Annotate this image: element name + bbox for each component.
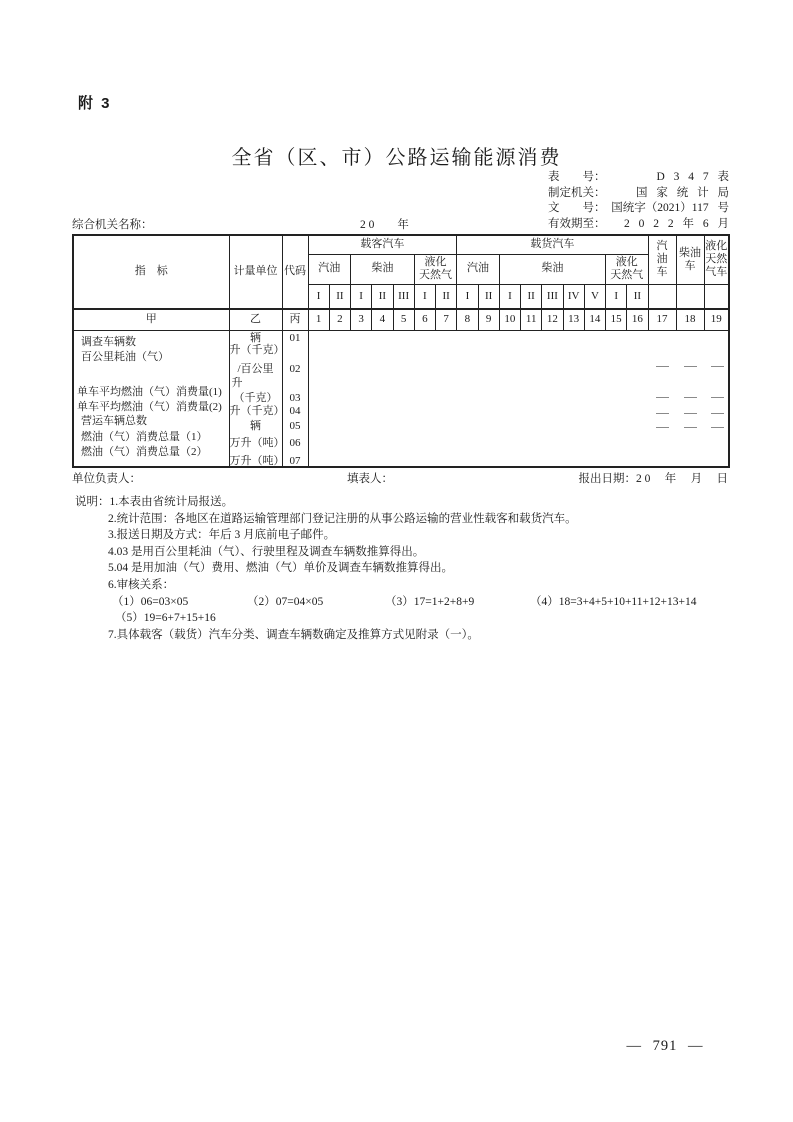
column-number: 9 bbox=[478, 309, 499, 330]
column-number: 18 bbox=[676, 309, 704, 330]
note-line-2: 2.统计范围：各地区在道路运输管理部门登记注册的从事公路运输的营业性载客和载货汽车。 bbox=[108, 512, 577, 525]
row-code: 05 bbox=[289, 419, 301, 432]
meta-line-valid-until bbox=[548, 217, 729, 233]
unit-label: 升（千克） bbox=[229, 343, 285, 356]
na-dash bbox=[656, 397, 669, 398]
meta-label: 有效期至： bbox=[548, 217, 606, 230]
indicator-label: 调查车辆数 bbox=[81, 335, 136, 348]
header-subtype-empty bbox=[676, 284, 704, 309]
report-date-label: 报出日期：2 0 年 月 日 bbox=[578, 473, 728, 485]
column-number: 6 bbox=[414, 309, 435, 330]
audit-item: （5）19=6+7+15+16 bbox=[115, 612, 216, 625]
header-subtype: II bbox=[478, 284, 499, 309]
column-number: 4 bbox=[372, 309, 393, 330]
unit-label: 辆 bbox=[250, 419, 261, 432]
note-line-7: 7.具体载客（载货）汽车分类、调查车辆数确定及推算方式见附录（一）。 bbox=[108, 628, 479, 641]
responsible-person-label: 单位负责人： bbox=[72, 473, 141, 485]
page-title: 全省（区、市）公路运输能源消费 bbox=[231, 147, 562, 169]
header-freight-diesel: 柴油 bbox=[499, 254, 605, 284]
row-code: 06 bbox=[289, 436, 301, 449]
column-number: 15 bbox=[606, 309, 627, 330]
na-dash bbox=[656, 427, 669, 428]
unit-label: 升 bbox=[231, 376, 243, 389]
audit-item: （3）17=1+2+8+9 bbox=[385, 595, 475, 608]
column-number: 1 bbox=[308, 309, 329, 330]
na-dash bbox=[684, 413, 697, 414]
header-gasoline-vehicle: 汽 油 车 bbox=[648, 235, 676, 284]
header-subtype-empty bbox=[704, 284, 729, 309]
audit-item: （1）06=03×05 bbox=[112, 595, 189, 608]
row-code: 01 bbox=[289, 331, 301, 344]
form-preparer-label: 填表人： bbox=[347, 473, 393, 485]
meta-value: 2 0 2 2 年 6 月 bbox=[624, 217, 729, 230]
header-subtype: I bbox=[308, 284, 329, 309]
unit-column bbox=[229, 330, 285, 467]
unit-label: 万升（吨） bbox=[229, 436, 285, 449]
report-year-label: 2 0 年 bbox=[360, 219, 409, 231]
header-subtype: II bbox=[521, 284, 542, 309]
meta-value: D 3 4 7 表 bbox=[656, 171, 729, 183]
audit-item: （4）18=3+4+5+10+11+12+13+14 bbox=[530, 595, 697, 608]
na-dash bbox=[711, 397, 724, 398]
row-code: 07 bbox=[289, 454, 301, 467]
na-dash bbox=[656, 366, 669, 367]
column-number: 8 bbox=[457, 309, 478, 330]
meta-label: 文 号： bbox=[548, 202, 606, 214]
row-code: 04 bbox=[289, 404, 301, 417]
header-freight-gasoline: 汽油 bbox=[457, 254, 500, 284]
header-subtype: I bbox=[457, 284, 478, 309]
header-subtype: I bbox=[351, 284, 372, 309]
column-number: 13 bbox=[563, 309, 584, 330]
header-freight-lng: 液化 天然气 bbox=[606, 254, 649, 284]
meta-value: 国统字（2021）117 号 bbox=[611, 202, 729, 214]
header-subtype: I bbox=[606, 284, 627, 309]
audit-relations-row bbox=[75, 594, 695, 611]
indicator-label: 百公里耗油（气） bbox=[81, 350, 169, 363]
note-item: 1.本表由省统计局报送。 bbox=[109, 496, 234, 508]
column-number: 16 bbox=[627, 309, 648, 330]
header-subtype: IV bbox=[563, 284, 584, 309]
notes-label: 说明： bbox=[75, 496, 110, 508]
row-code: 02 bbox=[289, 362, 301, 375]
meta-line-issuing-agency bbox=[548, 186, 729, 202]
header-subtype: III bbox=[542, 284, 563, 309]
header-diesel-vehicle: 柴油 车 bbox=[676, 235, 704, 284]
header-subtype: I bbox=[499, 284, 520, 309]
meta-value: 国 家 统 计 局 bbox=[636, 186, 729, 199]
meta-line-document-number bbox=[548, 201, 729, 217]
header-passenger-gasoline: 汽油 bbox=[308, 254, 351, 284]
na-dash bbox=[711, 427, 724, 428]
caption-bing: 丙 bbox=[282, 309, 308, 330]
header-unit: 计量单位 bbox=[229, 235, 282, 309]
header-passenger-diesel: 柴油 bbox=[351, 254, 415, 284]
column-number: 7 bbox=[436, 309, 457, 330]
na-dash bbox=[684, 397, 697, 398]
indicator-label: 单车平均燃油（气）消费量(2) bbox=[77, 400, 222, 413]
row-code: 03 bbox=[289, 391, 301, 404]
header-lng-vehicle: 液化 天然 气车 bbox=[704, 235, 729, 284]
header-subtype: V bbox=[584, 284, 605, 309]
na-dash bbox=[711, 413, 724, 414]
data-entry-area bbox=[308, 330, 729, 467]
na-dash bbox=[684, 366, 697, 367]
na-dash bbox=[656, 413, 669, 414]
org-name-label: 综合机关名称： bbox=[72, 219, 153, 231]
column-number: 17 bbox=[648, 309, 676, 330]
header-subtype: I bbox=[414, 284, 435, 309]
header-subtype: II bbox=[436, 284, 457, 309]
unit-label: （千克） bbox=[233, 391, 278, 404]
header-subtype: II bbox=[627, 284, 648, 309]
audit-item: （2）07=04×05 bbox=[247, 595, 324, 608]
indicator-label: 营运车辆总数 bbox=[81, 414, 147, 427]
na-dash bbox=[684, 427, 697, 428]
column-number: 11 bbox=[521, 309, 542, 330]
column-number: 10 bbox=[499, 309, 520, 330]
form-meta-block bbox=[548, 170, 729, 232]
header-indicator: 指 标 bbox=[73, 235, 229, 309]
header-group-passenger: 载客汽车 bbox=[308, 235, 457, 254]
header-passenger-lng: 液化 天然气 bbox=[414, 254, 457, 284]
page-number: — 791 — bbox=[626, 1038, 704, 1054]
header-subtype: II bbox=[329, 284, 350, 309]
meta-label: 表 号： bbox=[548, 171, 606, 183]
column-number: 3 bbox=[351, 309, 372, 330]
na-dash bbox=[711, 366, 724, 367]
indicator-label: 燃油（气）消费总量（2） bbox=[81, 445, 208, 458]
note-line-5: 5.04 是用加油（气）费用、燃油（气）单价及调查车辆数推算得出。 bbox=[108, 562, 453, 575]
note-line-1 bbox=[75, 494, 695, 511]
indicator-label: 单车平均燃油（气）消费量(1) bbox=[77, 385, 222, 398]
indicator-label: 燃油（气）消费总量（1） bbox=[81, 430, 208, 443]
header-subtype: III bbox=[393, 284, 414, 309]
meta-line-table-number bbox=[548, 170, 729, 186]
code-column bbox=[282, 330, 308, 467]
energy-consumption-form-table bbox=[72, 234, 730, 468]
note-line-3: 3.报送日期及方式：年后 3 月底前电子邮件。 bbox=[108, 529, 336, 542]
column-number: 19 bbox=[704, 309, 729, 330]
unit-label: 辆 bbox=[250, 331, 261, 344]
header-subtype-empty bbox=[648, 284, 676, 309]
unit-label: 万升（吨） bbox=[229, 454, 285, 467]
caption-jia: 甲 bbox=[73, 309, 229, 330]
unit-label: /百公里 bbox=[237, 362, 274, 375]
column-number: 2 bbox=[329, 309, 350, 330]
note-line-6: 6.审核关系： bbox=[108, 578, 175, 591]
meta-label: 制定机关： bbox=[548, 186, 606, 199]
unit-label: 升（千克） bbox=[229, 404, 285, 417]
header-group-freight: 载货汽车 bbox=[457, 235, 648, 254]
header-subtype: II bbox=[372, 284, 393, 309]
caption-yi: 乙 bbox=[229, 309, 282, 330]
note-line-4: 4.03 是用百公里耗油（气）、行驶里程及调查车辆数推算得出。 bbox=[108, 545, 425, 558]
attachment-label: 附 3 bbox=[78, 95, 112, 112]
indicator-column bbox=[73, 330, 229, 467]
column-number: 12 bbox=[542, 309, 563, 330]
column-number: 5 bbox=[393, 309, 414, 330]
notes-block bbox=[75, 494, 695, 643]
header-code: 代码 bbox=[282, 235, 308, 309]
column-number: 14 bbox=[584, 309, 605, 330]
